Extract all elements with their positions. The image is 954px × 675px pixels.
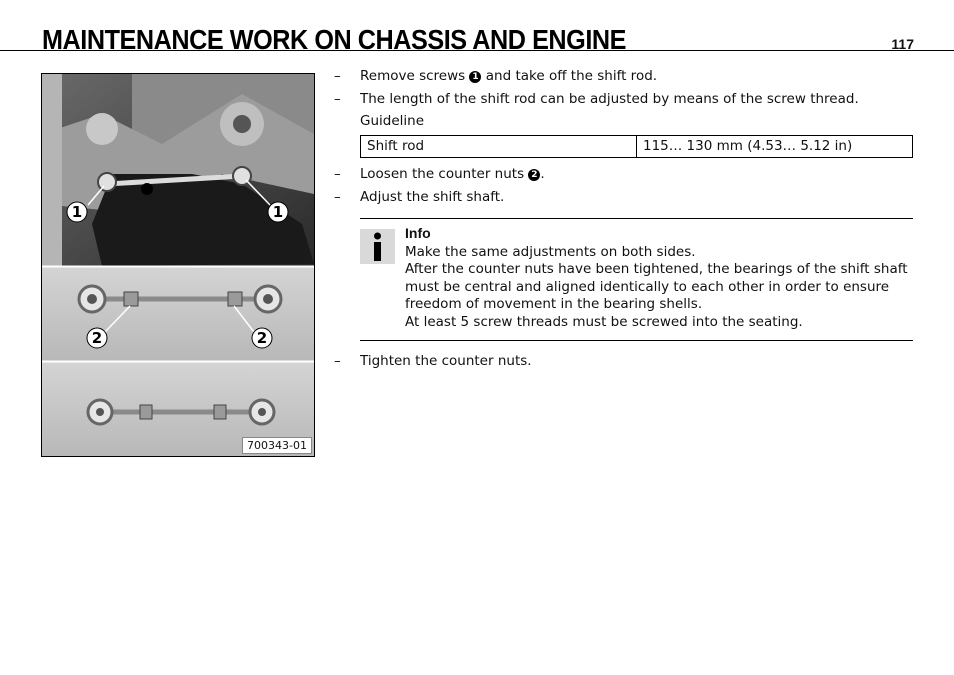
- shift-rod-photos: [42, 74, 314, 456]
- step-adjust-length: [334, 91, 914, 109]
- guideline-label: Guideline: [360, 113, 425, 129]
- shift-rod-counter-nuts-photo: [42, 267, 314, 362]
- info-box: [360, 218, 913, 341]
- step-dash: –: [334, 68, 341, 84]
- callout-1-left-label: 1: [71, 203, 83, 221]
- step-text: Adjust the shift shaft.: [360, 188, 505, 205]
- step-text: and take off the shift rod.: [481, 68, 658, 84]
- spec-name: Shift rod: [361, 135, 637, 158]
- step-loosen-nuts: [334, 166, 914, 184]
- step-dash: –: [334, 353, 341, 369]
- info-icon: [360, 229, 395, 264]
- info-line: Make the same adjustments on both sides.: [405, 243, 696, 260]
- step-text: Remove screws: [360, 68, 470, 84]
- step-text: Loosen the counter nuts: [360, 166, 529, 182]
- figure-id: 700343-01: [242, 437, 312, 454]
- step-dash: –: [334, 188, 341, 205]
- info-line: At least 5 screw threads must be screwed into the seating.: [405, 313, 803, 330]
- info-title: Info: [405, 225, 431, 241]
- step-dash: –: [334, 166, 341, 182]
- shift-rod-figure: [41, 73, 315, 457]
- table-row: [361, 135, 913, 158]
- step-tighten-nuts: [334, 353, 914, 371]
- step-text: Tighten the counter nuts.: [360, 353, 532, 369]
- guideline-table: [360, 135, 913, 159]
- header-rule: [0, 50, 954, 51]
- installed-shift-rod-photo: [42, 74, 314, 266]
- callout-2-left-label: 2: [91, 329, 103, 347]
- info-line: After the counter nuts have been tightened, the bearings of the shift shaft must be central and aligned identically to each other in order to ensure freedom of movement in the bearing shells.: [405, 261, 908, 312]
- step-text: .: [540, 166, 545, 182]
- callout-marker-1: 1: [469, 71, 481, 83]
- spec-value: 115… 130 mm (4.53… 5.12 in): [637, 135, 913, 158]
- step-dash: –: [334, 90, 341, 107]
- step-adjust-shaft: [334, 189, 914, 207]
- page-number: 117: [891, 36, 914, 52]
- callout-1-right-label: 1: [272, 203, 284, 221]
- callout-2-right-label: 2: [256, 329, 268, 347]
- instructions: [334, 68, 914, 376]
- page-title: MAINTENANCE WORK ON CHASSIS AND ENGINE: [42, 24, 626, 55]
- step-remove-screws: [334, 68, 914, 86]
- step-text: The length of the shift rod can be adjusted by means of the screw thread.: [360, 90, 859, 107]
- callout-marker-2: 2: [528, 169, 540, 181]
